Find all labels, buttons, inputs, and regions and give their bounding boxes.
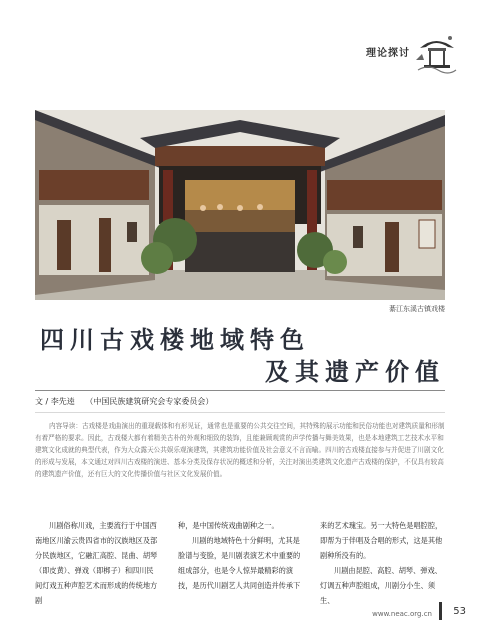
article-title-line2: 及其遗产价值 <box>265 357 445 386</box>
body-paragraph: 川剧俗称川戏，主要流行于中国西南地区川渝云贵四省市的汉族地区及部分民族地区，它融汇高腔、昆曲、胡琴（即皮黄）、弹戏（即梆子）和四川民间灯戏五种声腔艺术而形成的传统地方剧 <box>35 521 158 605</box>
theatre-photo <box>35 110 445 300</box>
author-affiliation: （中国民族建筑研究会专家委员会） <box>85 397 214 406</box>
article-title-line1: 四川古戏楼地域特色 <box>40 325 310 354</box>
body-column-2 <box>178 518 302 593</box>
body-column-1 <box>35 518 159 608</box>
pavilion-ornament-icon <box>414 30 458 76</box>
body-paragraph: 川剧的地域特色十分鲜明，尤其是脸谱与变脸，是川剧表演艺术中重要的组成部分，也是令人惊异最精彩的演技，是历代川剧艺人共同创造并传承下 <box>178 536 301 590</box>
body-paragraph-continued: 种，是中国传统戏曲剧种之一。 <box>178 521 279 530</box>
section-label: 理论探讨 <box>366 48 410 59</box>
footer-divider <box>439 602 442 620</box>
body-paragraph: 川剧由昆腔、高腔、胡琴、弹戏、灯调五种声腔组成，川剧分小生、须生、 <box>320 566 442 605</box>
photo-caption: 綦江东溪古镇戏楼 <box>389 305 445 313</box>
footer-url: www.neac.org.cn <box>372 610 432 618</box>
section-header <box>348 30 458 76</box>
body-column-3 <box>320 518 444 608</box>
page-number: 53 <box>453 606 466 617</box>
body-paragraph-continued: 来的艺术瑰宝。另一大特色是唱腔腔，即帮为于伴唱及合唱的形式，这是其他剧种所没有的。 <box>320 521 443 560</box>
byline-divider <box>35 412 445 413</box>
author: 文 / 李先逵 <box>35 397 75 406</box>
abstract: 内容导读：古戏楼是戏曲演出的重现载体和有形见证，通常也是重要的公共交往空间，其特殊的展示功能和民俗功能也对建筑质量和形制有着严格的要求。因此，古戏楼大都有着精美古朴的外观和细致的装饰，且能兼顾观赏的声学传播与舞美效果，也是本地建筑工艺技术水平和建筑文化成就的典型代表，作为大众露天公共娱乐观演建筑，其建筑功能价值及社会意义不言而喻。四川的古戏楼直接参与并促进了川剧文化的形成与发展，本文通过对四川古戏楼的演进、基本分类及保存状况的概述和分析，关注对演出类建筑文化遗产古戏楼的保护，不仅具有较高的建筑遗产价值，还有巨大的文化传播价值与社区文化发展价值。 <box>35 422 445 478</box>
title-divider <box>35 390 445 391</box>
byline <box>35 396 213 407</box>
